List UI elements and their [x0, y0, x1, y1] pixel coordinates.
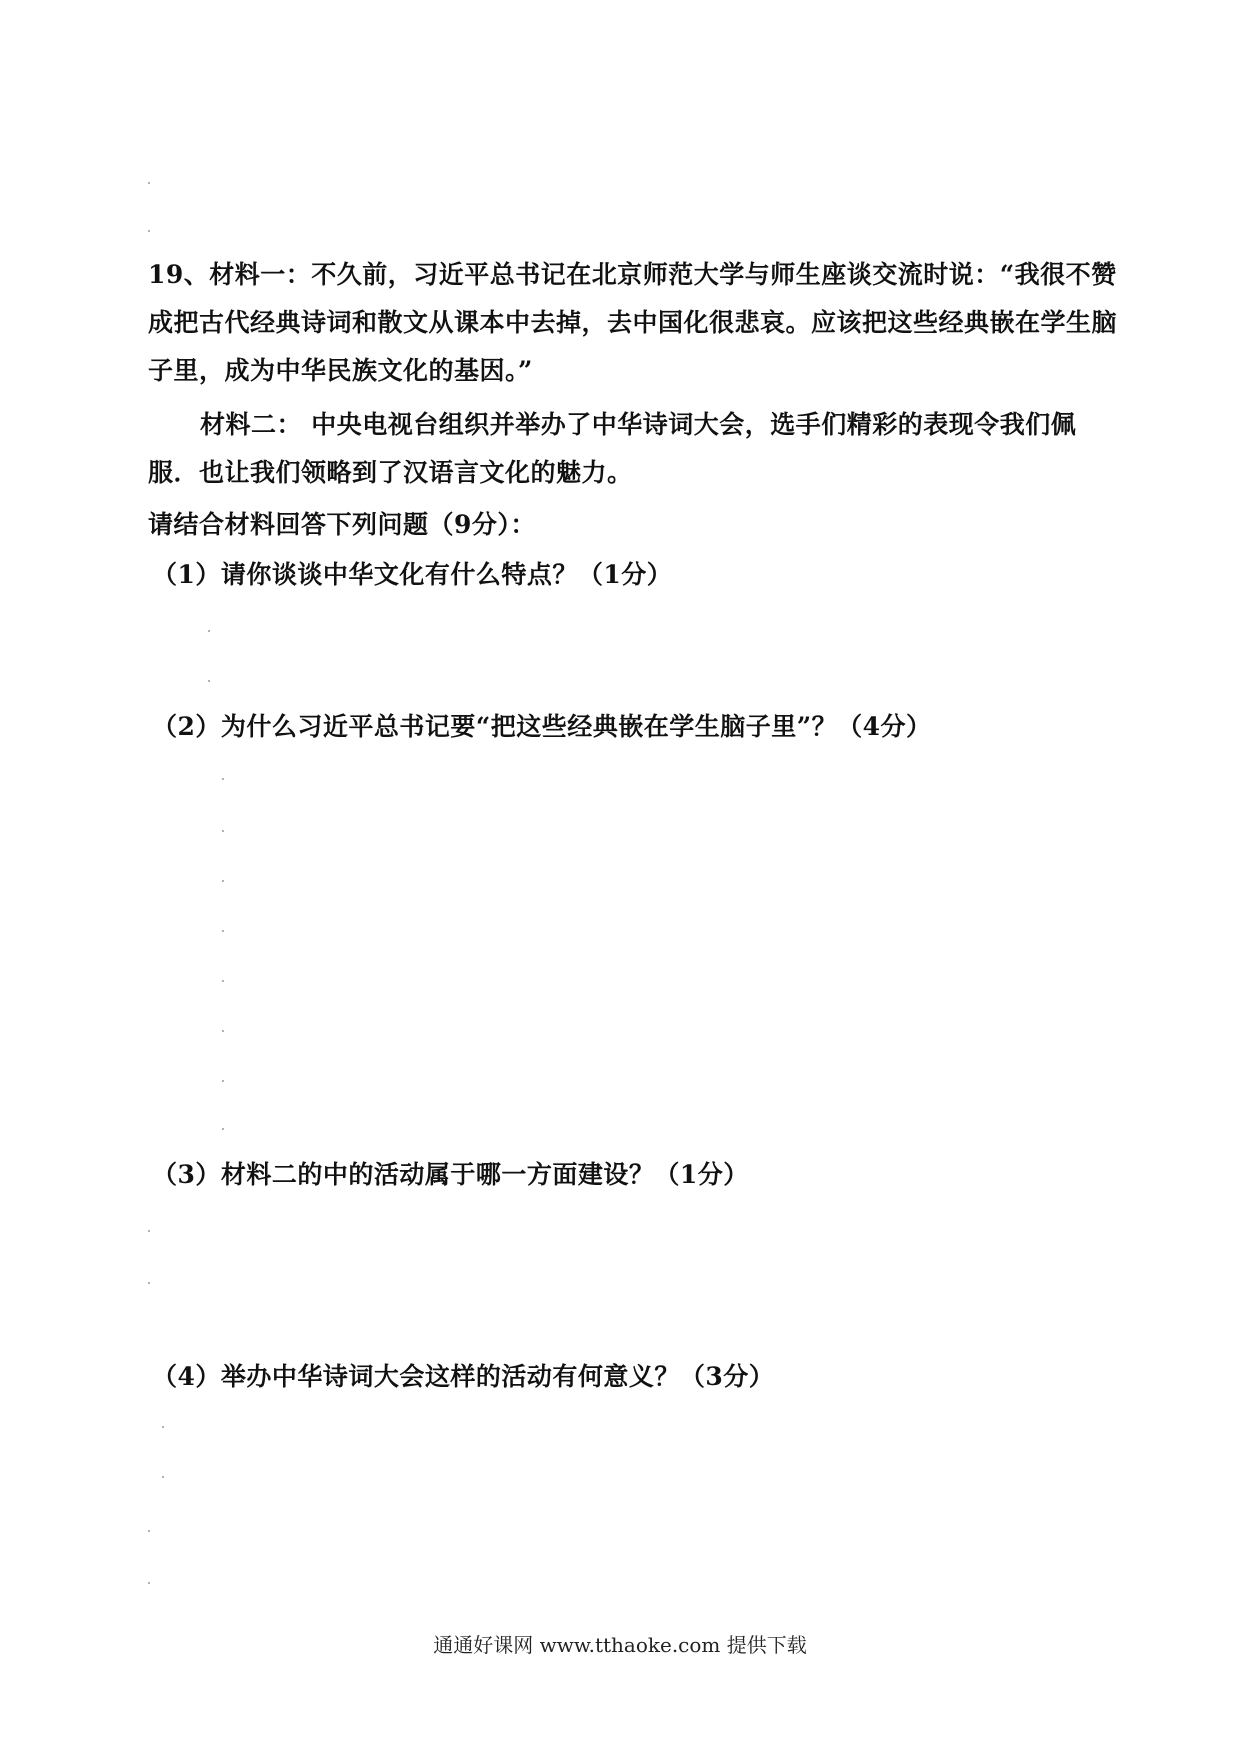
question-19-line-3: 子里，成为中华民族文化的基因。”	[148, 356, 533, 385]
scan-speck	[148, 182, 150, 184]
question-19-line-2: 成把古代经典诗词和散文从课本中去掉，去中国化很悲哀。应该把这些经典嵌在学生脑	[148, 308, 1118, 337]
scan-speck	[162, 1476, 164, 1478]
instruction-text: 请结合材料回答下列问题（9分）：	[148, 510, 536, 539]
scan-speck	[222, 880, 224, 882]
material-2-line-1: 材料二： 中央电视台组织并举办了中华诗词大会，选手们精彩的表现令我们佩	[200, 410, 1077, 439]
scan-speck	[222, 1030, 224, 1032]
question-19-line-1: 19、材料一：不久前，习近平总书记在北京师范大学与师生座谈交流时说：“我很不赞	[148, 260, 1117, 289]
scan-speck	[222, 1128, 224, 1130]
scan-speck	[222, 930, 224, 932]
scan-speck	[148, 230, 150, 232]
scan-speck	[208, 680, 210, 682]
scan-speck	[208, 630, 210, 632]
scan-speck	[222, 1080, 224, 1082]
scan-speck	[148, 1282, 150, 1284]
scan-speck	[148, 1230, 150, 1232]
material-2-line-2: 服．也让我们领略到了汉语言文化的魅力。	[148, 458, 633, 487]
scan-speck	[148, 1530, 150, 1532]
scan-speck	[222, 778, 224, 780]
scan-speck	[148, 1582, 150, 1584]
sub-question-4: （4）举办中华诗词大会这样的活动有何意义？（3分）	[152, 1362, 775, 1391]
scan-speck	[222, 980, 224, 982]
footer-download-note: 通通好课网 www.tthaoke.com 提供下载	[433, 1633, 807, 1657]
scan-speck	[162, 1426, 164, 1428]
scan-speck	[222, 830, 224, 832]
sub-question-2: （2）为什么习近平总书记要“把这些经典嵌在学生脑子里”？（4分）	[152, 712, 932, 741]
sub-question-3: （3）材料二的中的活动属于哪一方面建设？（1分）	[152, 1160, 749, 1189]
sub-question-1: （1）请你谈谈中华文化有什么特点？（1分）	[152, 560, 673, 589]
